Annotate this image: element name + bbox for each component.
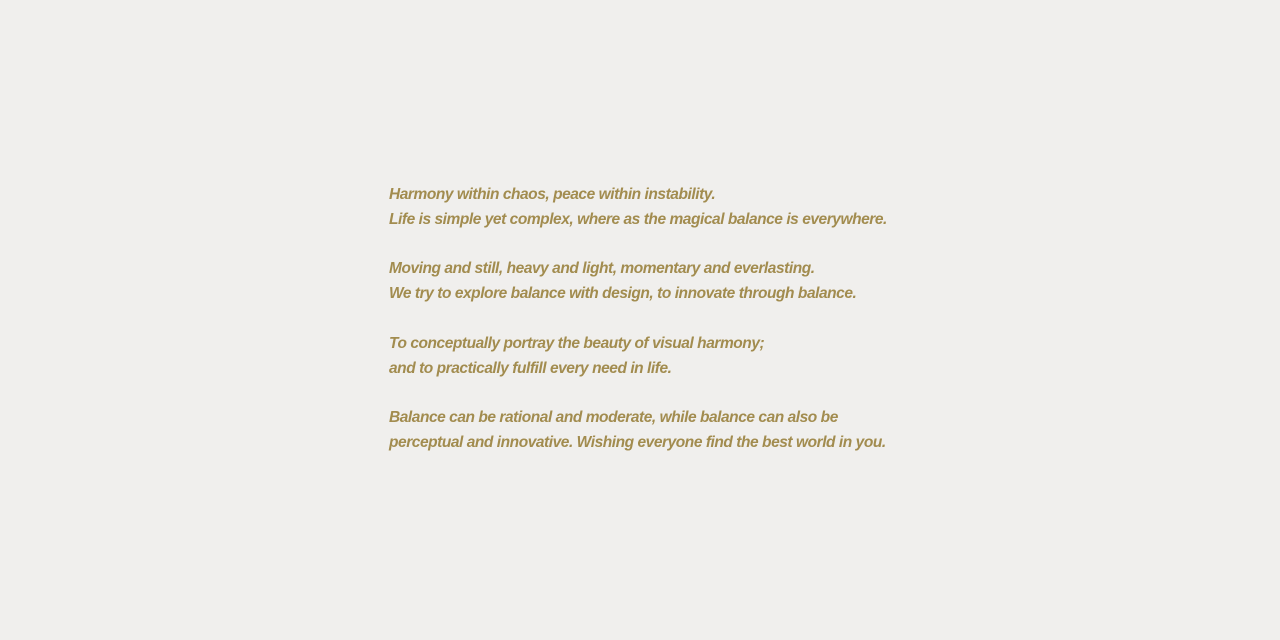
- paragraph-conceptual: [389, 332, 949, 381]
- text-line: and to practically fulfill every need in life.: [389, 359, 672, 377]
- text-line: Life is simple yet complex, where as the magical balance is everywhere.: [389, 210, 887, 228]
- text-line: perceptual and innovative. Wishing everyone find the best world in you.: [389, 433, 886, 451]
- text-line: To conceptually portray the beauty of visual harmony;: [389, 334, 765, 352]
- paragraph-balance: [389, 406, 949, 455]
- paragraph-moving: [389, 257, 949, 306]
- statement-text-block: [389, 183, 949, 481]
- text-line: Harmony within chaos, peace within instability.: [389, 186, 716, 203]
- text-line: Balance can be rational and moderate, while balance can also be: [389, 409, 838, 427]
- paragraph-harmony: [389, 183, 949, 232]
- text-line: We try to explore balance with design, to innovate through balance.: [389, 285, 857, 303]
- text-line: Moving and still, heavy and light, momentary and everlasting.: [389, 260, 815, 278]
